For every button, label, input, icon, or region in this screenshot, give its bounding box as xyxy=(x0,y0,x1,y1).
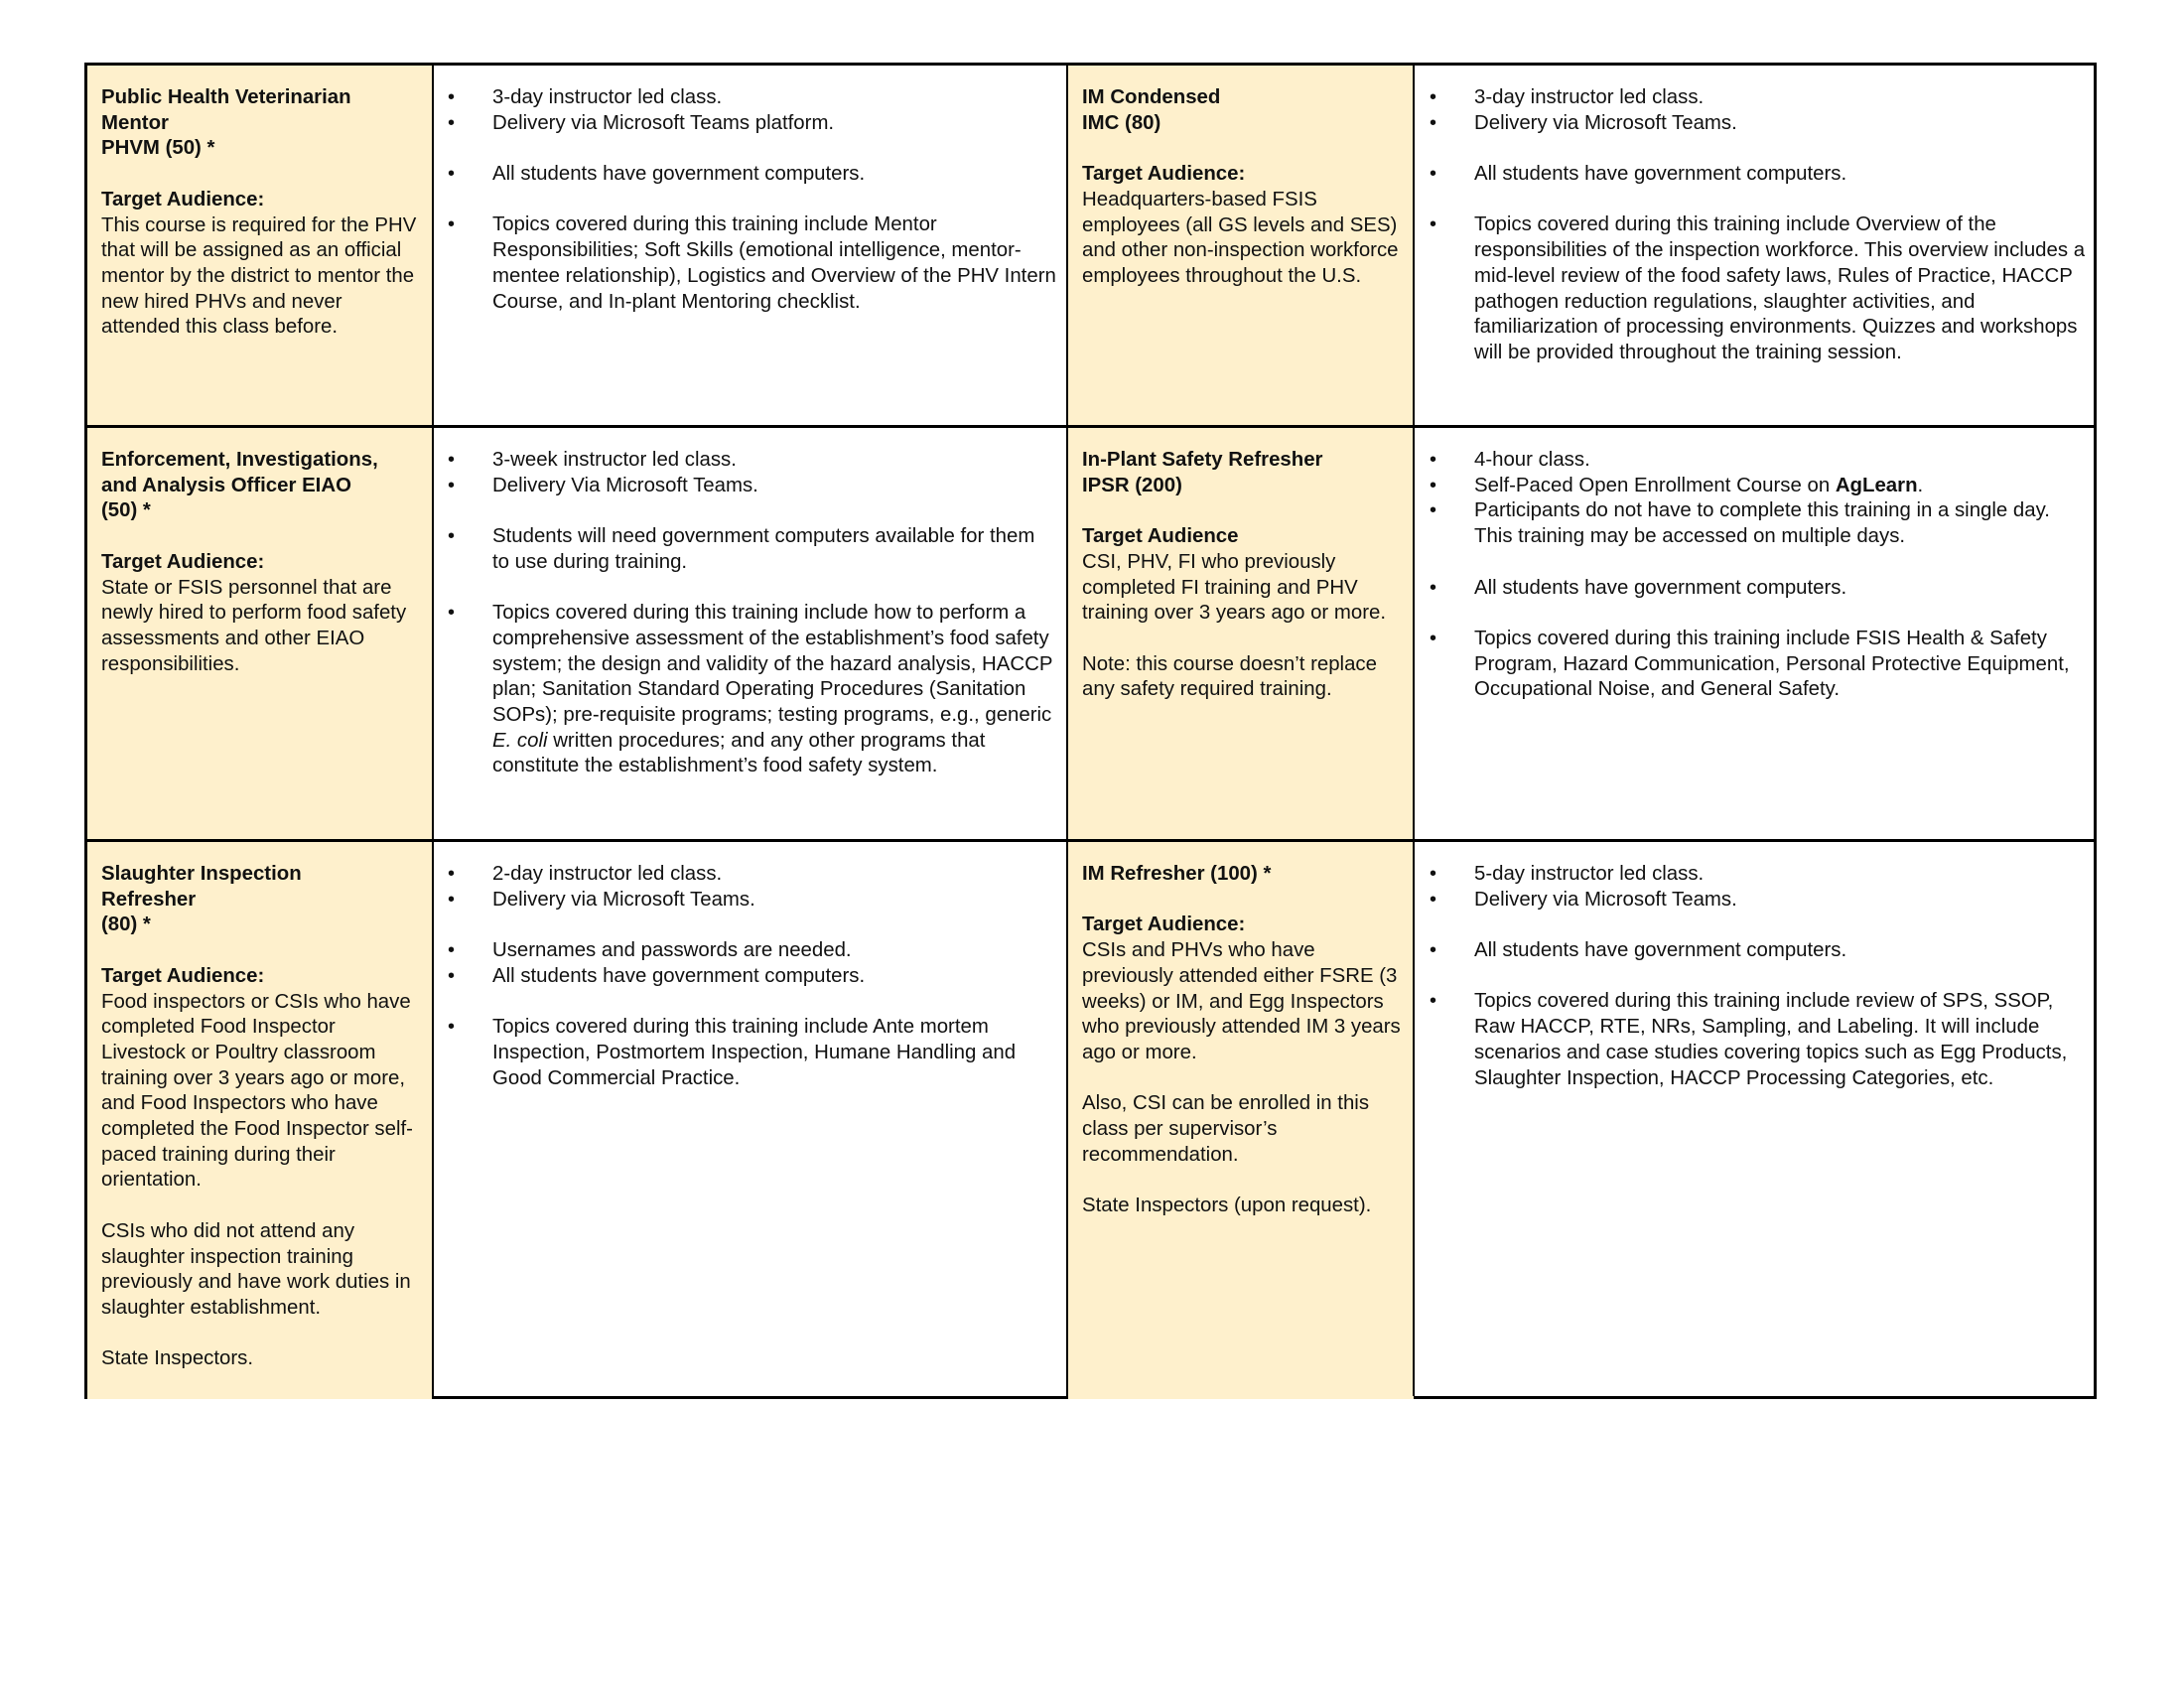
course-detail-item xyxy=(448,601,1056,779)
target-audience-text: State or FSIS personnel that are newly hired to perform food safety assessments and other EIAO responsibilities. xyxy=(101,576,407,675)
course-details-cell xyxy=(433,66,1066,425)
detail-text: Students will need government computers available for them to use during training. xyxy=(492,525,1035,573)
course-details-list xyxy=(448,862,1056,1091)
spacer xyxy=(1082,1168,1406,1194)
course-title: Slaughter Inspection Refresher (80) * xyxy=(101,863,302,936)
course-detail-item xyxy=(1430,111,2087,137)
course-detail-item xyxy=(448,964,1056,990)
course-info-cell xyxy=(87,428,432,839)
detail-text: 3-day instructor led class. xyxy=(492,86,723,108)
detail-text: Usernames and passwords are needed. xyxy=(492,939,852,962)
spacer xyxy=(101,1322,424,1347)
row-divider xyxy=(87,839,2094,842)
spacer xyxy=(101,162,424,188)
column-divider xyxy=(1413,66,1415,1396)
detail-text: Delivery via Microsoft Teams platform. xyxy=(492,111,835,134)
course-detail-item xyxy=(448,862,1056,888)
course-detail-item xyxy=(448,1015,1056,1091)
course-details-list xyxy=(1430,448,2087,703)
detail-text: All students have government computers. xyxy=(1474,576,1847,599)
course-detail-item xyxy=(1430,888,2087,914)
course-details-cell xyxy=(1415,842,2097,1399)
detail-text: Delivery via Microsoft Teams. xyxy=(1474,111,1737,134)
detail-text: Topics covered during this training include Mentor Responsibilities; Soft Skills (emotional intelligence, mentor-mentee relationship), Logistics and Overview of the PHV Intern Course, and In-plant Mentoring checklist. xyxy=(492,213,1056,313)
target-audience-text: Note: this course doesn’t replace any safety required training. xyxy=(1082,652,1377,701)
detail-text: 2-day instructor led class. xyxy=(492,863,723,885)
course-title: In-Plant Safety Refresher IPSR (200) xyxy=(1082,449,1323,496)
course-detail-item xyxy=(1430,627,2087,703)
course-details-list xyxy=(1430,862,2087,1091)
course-info-cell xyxy=(1068,428,1414,839)
detail-text: Topics covered during this training include how to perform a comprehensive assessment of the establishment’s food safety system; the design and validity of the hazard analysis, HACCP plan; Sanitation Standard Operating Procedures (Sanitation SOPs); pre-requisite programs; testing programs, e.g., generic xyxy=(492,602,1053,726)
course-detail-item xyxy=(1430,212,2087,365)
course-info-cell xyxy=(1068,66,1414,425)
target-audience-text: CSI, PHV, FI who previously completed FI training and PHV training over 3 years ago or more. xyxy=(1082,550,1387,625)
detail-text: Self-Paced Open Enrollment Course on xyxy=(1474,474,1836,496)
detail-text: Participants do not have to complete this training in a single day. This training may be accessed on multiple days. xyxy=(1474,499,2050,548)
target-audience-text: Headquarters-based FSIS employees (all GS levels and SES) and other non-inspection workforce employees throughout the U.S. xyxy=(1082,188,1399,287)
course-detail-item xyxy=(448,111,1056,137)
course-details-list xyxy=(1430,85,2087,366)
detail-italic-text: E. coli xyxy=(492,729,548,752)
course-detail-item xyxy=(448,524,1056,575)
spacer xyxy=(101,524,424,550)
course-details-list xyxy=(448,448,1056,779)
column-divider xyxy=(432,66,434,1396)
target-audience-label: Target Audience xyxy=(1082,525,1239,548)
target-audience-label: Target Audience: xyxy=(101,550,265,573)
spacer xyxy=(1082,888,1406,914)
course-detail-item xyxy=(1430,162,2087,188)
detail-text: 4-hour class. xyxy=(1474,449,1590,471)
target-audience-text: State Inspectors (upon request). xyxy=(1082,1195,1372,1217)
row-divider xyxy=(87,425,2094,428)
course-detail-item xyxy=(1430,85,2087,111)
column-divider xyxy=(1066,66,1068,1396)
detail-text-after: written procedures; and any other programs that constitute the establishment’s food safety system. xyxy=(492,729,986,777)
detail-text: All students have government computers. xyxy=(1474,939,1847,962)
course-details-cell xyxy=(1415,66,2097,425)
target-audience-text: Food inspectors or CSIs who have completed Food Inspector Livestock or Poultry classroom training over 3 years ago or more, and Food Inspectors who have completed the Food Inspector self-paced training during their orientation. xyxy=(101,990,413,1192)
detail-text: All students have government computers. xyxy=(492,964,866,987)
course-info-cell xyxy=(87,66,432,425)
target-audience-text: CSIs who did not attend any slaughter inspection training previously and have work duties in slaughter establishment. xyxy=(101,1219,411,1319)
course-detail-item xyxy=(448,888,1056,914)
course-detail-item xyxy=(1430,989,2087,1091)
course-detail-item xyxy=(1430,448,2087,474)
course-title: Enforcement, Investigations, and Analysis Officer EIAO (50) * xyxy=(101,449,378,522)
detail-text: Topics covered during this training include review of SPS, SSOP, Raw HACCP, RTE, NRs, Sampling, and Labeling. It will include scenarios and case studies covering topics such as Egg Products, Slaughter Inspection, HACCP Processing Categories, etc. xyxy=(1474,990,2068,1089)
course-title: Public Health Veterinarian Mentor PHVM (50) * xyxy=(101,86,351,160)
detail-text: 5-day instructor led class. xyxy=(1474,863,1705,885)
course-detail-item xyxy=(448,162,1056,188)
spacer xyxy=(1082,1066,1406,1092)
spacer xyxy=(1082,627,1406,652)
course-details-cell xyxy=(1415,428,2097,839)
course-detail-item xyxy=(448,474,1056,499)
course-detail-item xyxy=(1430,938,2087,964)
target-audience-label: Target Audience: xyxy=(1082,163,1246,186)
course-detail-item xyxy=(448,448,1056,474)
spacer xyxy=(101,938,424,964)
target-audience-text: Also, CSI can be enrolled in this class per supervisor’s recommendation. xyxy=(1082,1092,1370,1166)
target-audience-text: This course is required for the PHV that will be assigned as an official mentor by the district to mentor the new hired PHVs and never attended this class before. xyxy=(101,213,417,339)
target-audience-text: CSIs and PHVs who have previously attended either FSRE (3 weeks) or IM, and Egg Inspectors who previously attended IM 3 years ago or more. xyxy=(1082,939,1401,1063)
spacer xyxy=(101,1194,424,1219)
course-detail-item xyxy=(448,938,1056,964)
course-details-cell xyxy=(433,428,1066,839)
detail-text: Delivery via Microsoft Teams. xyxy=(1474,888,1737,911)
detail-text: Delivery Via Microsoft Teams. xyxy=(492,474,758,496)
course-detail-item xyxy=(448,212,1056,315)
course-detail-item xyxy=(1430,474,2087,499)
course-title: IM Refresher (100) * xyxy=(1082,863,1272,885)
target-audience-label: Target Audience: xyxy=(101,188,265,211)
detail-bold-text: AgLearn xyxy=(1835,474,1918,496)
detail-text: Topics covered during this training include Ante mortem Inspection, Postmortem Inspection, Humane Handling and Good Commercial Practice. xyxy=(492,1016,1017,1089)
detail-text: 3-day instructor led class. xyxy=(1474,86,1705,108)
detail-text: Topics covered during this training include Overview of the responsibilities of the inspection workforce. This overview includes a mid-level review of the food safety laws, Rules of Practice, HACCP pathogen reduction regulations, slaughter activities, and familiarization of processing environments. Quizzes and workshops will be provided throughout the training session. xyxy=(1474,213,2086,363)
detail-text: All students have government computers. xyxy=(492,163,866,186)
detail-text: Topics covered during this training include FSIS Health & Safety Program, Hazard Communication, Personal Protective Equipment, Occupational Noise, and General Safety. xyxy=(1474,627,2070,701)
course-title: IM Condensed IMC (80) xyxy=(1082,86,1221,134)
course-detail-item xyxy=(448,85,1056,111)
target-audience-text: State Inspectors. xyxy=(101,1347,254,1370)
spacer xyxy=(1082,498,1406,524)
course-detail-item xyxy=(1430,862,2087,888)
course-detail-item xyxy=(1430,576,2087,602)
detail-text: All students have government computers. xyxy=(1474,163,1847,186)
target-audience-label: Target Audience: xyxy=(101,964,265,987)
spacer xyxy=(1082,136,1406,162)
course-details-cell xyxy=(433,842,1066,1399)
course-info-cell xyxy=(87,842,432,1399)
course-detail-item xyxy=(1430,498,2087,549)
detail-text: 3-week instructor led class. xyxy=(492,449,737,471)
course-details-list xyxy=(448,85,1056,315)
detail-text-after: . xyxy=(1917,474,1924,496)
detail-text: Delivery via Microsoft Teams. xyxy=(492,888,755,911)
course-info-cell xyxy=(1068,842,1414,1399)
target-audience-label: Target Audience: xyxy=(1082,914,1246,936)
course-table xyxy=(84,63,2097,1399)
